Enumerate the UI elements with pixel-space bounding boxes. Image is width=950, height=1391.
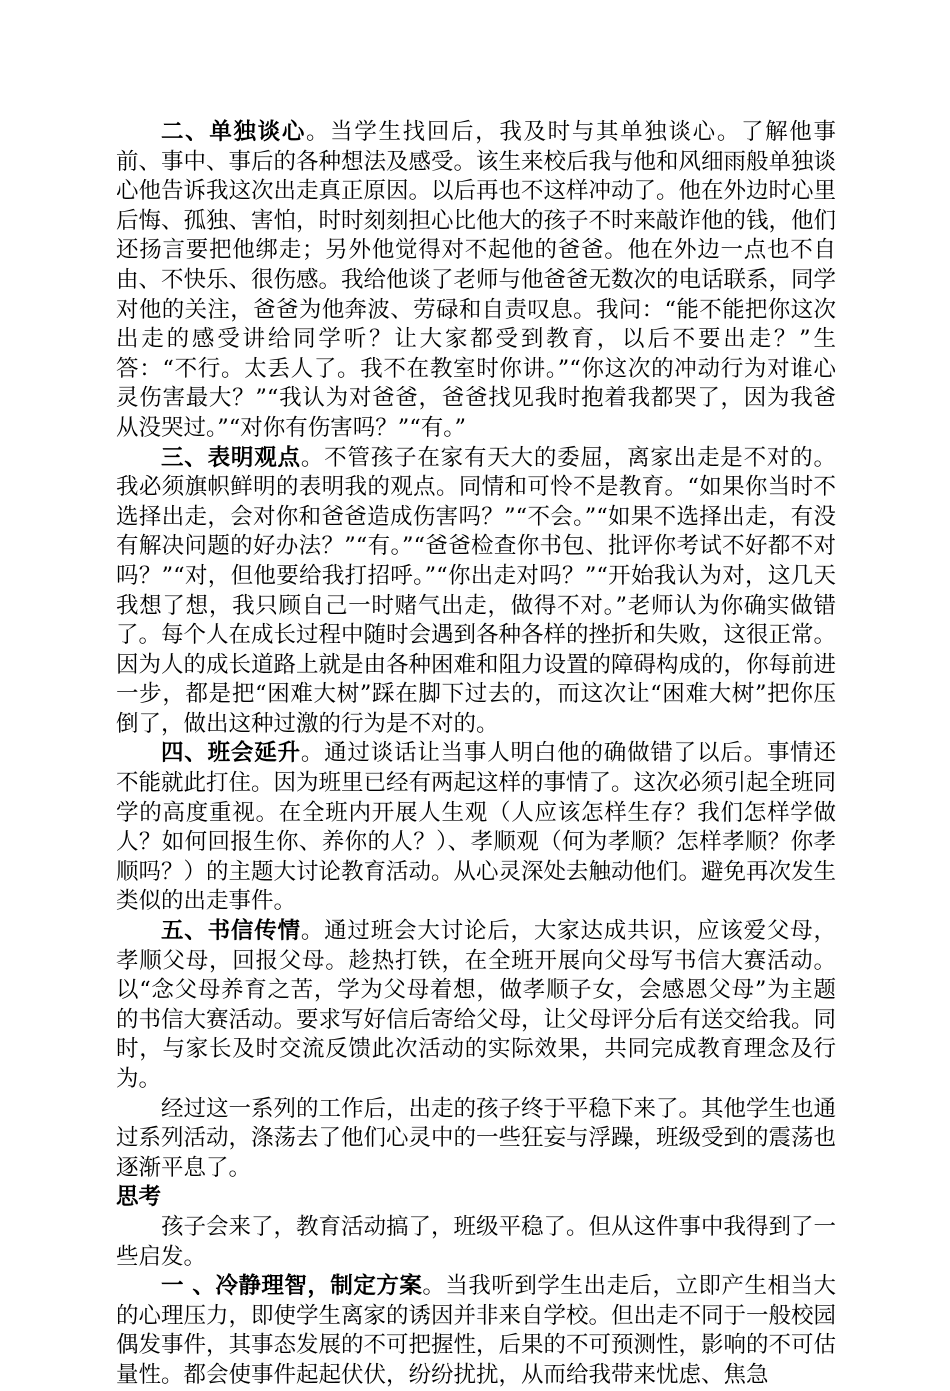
paragraph-thinking-1	[116, 1272, 836, 1390]
section-2-body: 。当学生找回后，我及时与其单独谈心。了解他事前、事中、事后的各种想法及感受。该生来校后我与他和风细雨般单独谈心他告诉我这次出走真正原因。以后再也不这样冲动了。他在外边时心里后悔、孤独、害怕，时时刻刻担心比他大的孩子不时来敲诈他的钱，他们还扬言要把他绑走；另外他觉得对不起他的爸爸。他在外边一点也不自由、不快乐、很伤感。我给他谈了老师与他爸爸无数次的电话联系，同学对他的关注，爸爸为他奔波、劳碌和自责叹息。我问：“能不能把你这次出走的感受讲给同学听？让大家都受到教育，以后不要出走？”生答：“不行。太丢人了。我不在教室时你讲。”“你这次的冲动行为对谁心灵伤害最大？”“我认为对爸爸，爸爸找见我时抱着我都哭了，因为我爸从没哭过。”“对你有伤害吗？”“有。”	[116, 119, 837, 441]
section-2-heading: 二、单独谈心	[161, 119, 306, 145]
paragraph-section-5	[116, 917, 836, 1095]
paragraph-section-4	[116, 739, 836, 917]
document-page	[116, 118, 836, 1391]
section-5-heading: 五、书信传情	[161, 918, 301, 945]
section-3-body: 。不管孩子在家有天大的委屈，离家出走是不对的。我必须旗帜鲜明的表明我的观点。同情和可怜不是教育。“如果你当时不选择出走，会对你和爸爸造成伤害吗？”“不会。”“如果不选择出走，有没有解决问题的好办法？”“有。”“爸爸检查你书包、批评你考试不好都不对吗？”“对，但他要给我打招呼。”“你出走对吗？”“开始我认为对，这几天我想了想，我只顾自己一时赌气出走，做得不对。”老师认为你确实做错了。每个人在成长过程中随时会遇到各种各样的挫折和失败，这很正常。因为人的成长道路上就是由各种困难和阻力设置的障碍构成的，你每前进一步，都是把“困难大树”踩在脚下过去的，而这次让“困难大树”把你压倒了，做出这种过激的行为是不对的。	[116, 444, 837, 737]
paragraph-section-2	[116, 118, 836, 444]
section-5-body: 。通过班会大讨论后，大家达成共识，应该爱父母，孝顺父母，回报父母。趁热打铁，在全班开展向父母写书信大赛活动。以“念父母养育之苦，学为父母着想，做孝顺子女，会感恩父母”为主题的书信大赛活动。要求写好信后寄给父母，让父母评分后有送交给我。同时，与家长及时交流反馈此次活动的实际效果，共同完成教育理念及行为。	[116, 918, 837, 1092]
paragraph-section-3	[116, 444, 836, 740]
paragraph-summary: 经过这一系列的工作后，出走的孩子终于平稳下来了。其他学生也通过系列活动，涤荡去了他们心灵中的一些狂妄与浮躁，班级受到的震荡也逐渐平息了。	[116, 1095, 837, 1181]
thinking-1-heading: 一 、冷静理智，制定方案	[161, 1273, 423, 1300]
paragraph-thinking-intro: 孩子会来了，教育活动搞了，班级平稳了。但从这件事中我得到了一些启发。	[116, 1213, 837, 1270]
section-4-heading: 四、班会延升	[161, 740, 301, 767]
thinking-1-body: 。当我听到学生出走后，立即产生相当大的心理压力，即使学生离家的诱因并非来自学校。但出走不同于一般校园偶发事件，其事态发展的不可把握性，后果的不可预测性，影响的不可估量性。都会使事件起起伏伏，纷纷扰扰，从而给我带来忧虑、焦急	[116, 1273, 837, 1388]
section-3-heading: 三、表明观点	[161, 444, 301, 471]
section-4-body: 。通过谈话让当事人明白他的确做错了以后。事情还不能就此打住。因为班里已经有两起这样的事情了。这次必须引起全班同学的高度重视。在全班内开展人生观（人应该怎样生存？我们怎样学做人？如何回报生你、养你的人？）、孝顺观（何为孝顺？怎样孝顺？你孝顺吗？）的主题大讨论教育活动。从心灵深处去触动他们。避免再次发生类似的出走事件。	[116, 740, 837, 915]
thinking-heading: 思考	[116, 1184, 162, 1211]
